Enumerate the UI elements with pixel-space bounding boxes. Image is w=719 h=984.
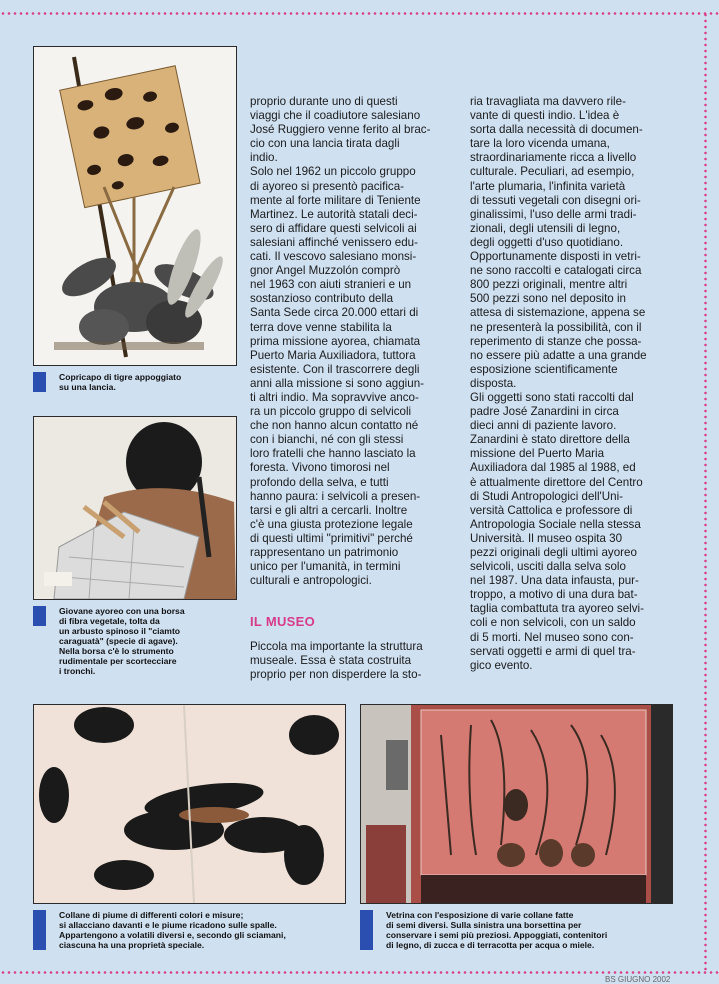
- caption-marker: [33, 910, 46, 950]
- caption-marker: [360, 910, 373, 950]
- caption-necklaces-text: Collane di piume di differenti colori e misure; si allacciano davanti e le piume ricadono sulle spalle. Appartengono a volatili diversi e, secondo gli sciamani, ciascuna ha una proprietà speciale.: [59, 910, 286, 950]
- caption-marker: [33, 372, 46, 392]
- section-heading-museo: IL MUSEO: [250, 614, 316, 629]
- caption-marker: [33, 606, 46, 626]
- article-column-1-continued: Piccola ma importante la struttura museale. Essa è stata costruita proprio per non disperdere la sto-: [250, 640, 423, 682]
- photo-museum-showcase: [360, 704, 673, 904]
- article-column-2: ria travagliata ma davvero rile- vante di questi indio. L'idea è sorta dalla necessità di documen- tare la loro vicenda umana, straordinariamente ricca a livello culturale. Peculiari, ad esempio, l'arte plumaria, l'infinita varietà di tessuti vegetali con disegni ori- ginalissimi, l'uso delle armi tradi- zionali, degli utensili di legno, degli oggetti d'uso quotidiano. Opportunamente disposti in vetri- ne sono raccolti e catalogati circa 800 pezzi originali, mentre altri 500 pezzi sono nel deposito in attesa di sistemazione, appena se ne presenterà la possibilità, con il reperimento di stanze che possa- no essere più adatte a una grande esposizione scientificamente disposta. Gli oggetti sono stati raccolti dal padre José Zanardini in circa dieci anni di paziente lavoro. Zanardini è stato direttore della missione del Puerto Maria Auxiliadora dal 1985 al 1988, ed è attualmente direttore del Centro di Studi Antropologici dell'Uni- versità Cattolica e professore di Antropologia Sociale nella stessa Università. Il museo ospita 30 pezzi originali degli ultimi ayoreo selvicoli, usciti dalla selva solo nel 1987. Una data infausta, pur- troppo, a motivo di una dura bat- taglia combattuta tra ayoreo selvi- coli e non selvicoli, con un saldo di 5 morti. Nel museo sono con- servati oggetti e armi di quel tra- gico evento.: [470, 95, 647, 672]
- bottom-dotted-border: [0, 971, 719, 974]
- caption-headdress: [33, 372, 235, 392]
- caption-showcase-text: Vetrina con l'esposizione di varie collane fatte di semi diversi. Sulla sinistra una borsettina per conservare i semi più preziosi. Appoggiati, contenitori di legno, di zucca e di terracotta per acqua o miele.: [386, 910, 608, 950]
- top-dotted-border: [0, 12, 719, 15]
- caption-youth: [33, 606, 235, 676]
- caption-headdress-text: Copricapo di tigre appoggiato su una lancia.: [59, 372, 182, 392]
- page-footer: BS GIUGNO 2002: [605, 975, 671, 984]
- photo-ayoreo-youth: [33, 416, 237, 600]
- right-dotted-border: [704, 12, 707, 974]
- photo-feather-necklaces: [33, 704, 346, 904]
- caption-showcase: [360, 910, 680, 950]
- caption-necklaces: [33, 910, 353, 950]
- caption-youth-text: Giovane ayoreo con una borsa di fibra vegetale, tolta da un arbusto spinoso il "ciamto caraguatà" (specie di agave). Nella borsa c'è lo strumento rudimentale per scortecciare i tronchi.: [59, 606, 185, 676]
- photo-tiger-headdress: [33, 46, 237, 366]
- article-column-1: proprio durante uno di questi viaggi che il coadiutore salesiano José Ruggiero venne ferito al brac- cio con una lancia tirata dagli indio. Solo nel 1962 un piccolo gruppo di ayoreo si presentò pacifica- mente al forte militare di Teniente Martinez. Le autorità statali deci- sero di affidare questi selvicoli ai salesiani affinché venissero edu- cati. Il vescovo salesiano monsi- gnor Angel Muzzolón comprò nel 1963 con aiuti stranieri e un sostanzioso contributo della Santa Sede circa 20.000 ettari di terra dove venne stabilita la prima missione ayorea, chiamata Puerto Maria Auxiliadora, tuttora esistente. Con il trascorrere degli anni alla missione si sono aggiun- ti altri indio. Ma sopravvive anco- ra un piccolo gruppo di selvicoli che non hanno alcun contatto né con i bianchi, né con gli stessi loro fratelli che hanno lasciato la foresta. Vivono timorosi nel profondo della selva, e tutti hanno paura: i selvicoli a presen- tarsi e gli altri a cercarli. Inoltre c'è una giusta protezione legale di questi ultimi "primitivi" perché rappresentano un patrimonio unico per l'umanità, in termini culturali e antropologici.: [250, 95, 431, 588]
